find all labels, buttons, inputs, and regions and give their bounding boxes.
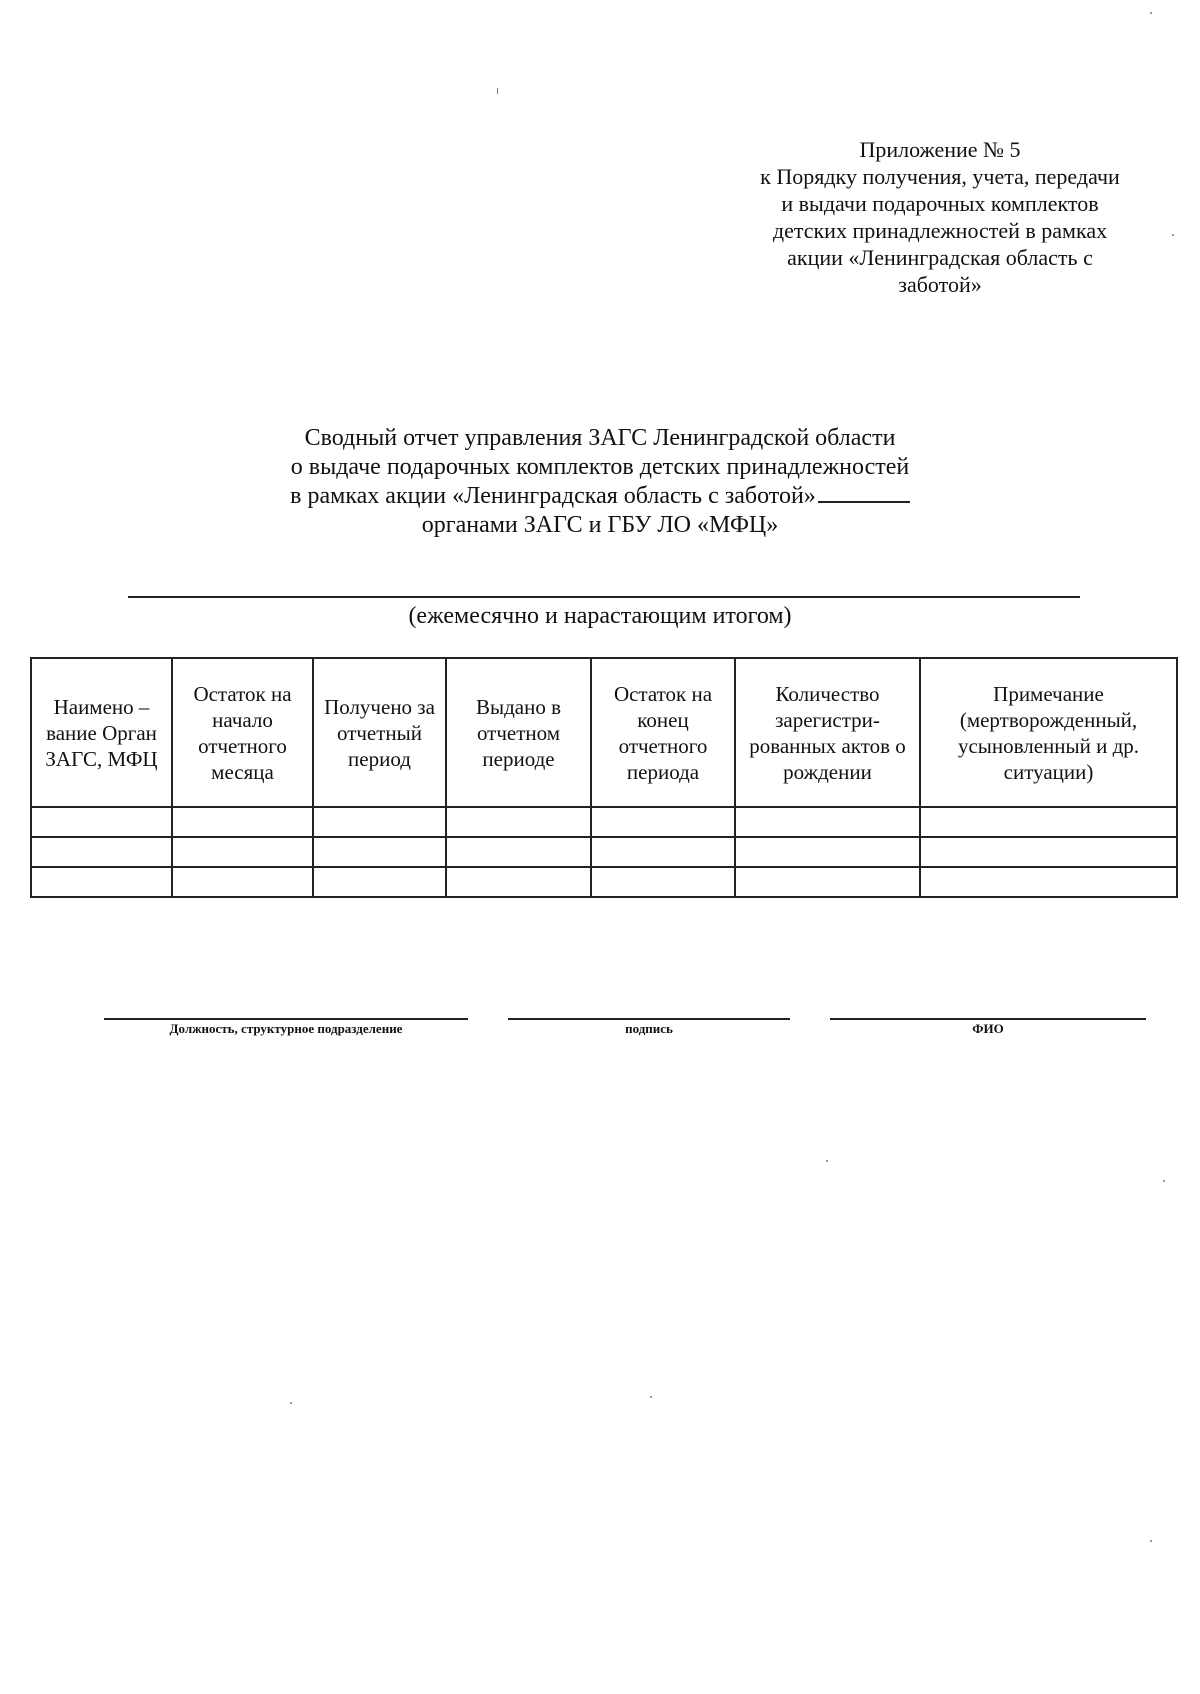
table-row [31, 837, 1177, 867]
table-cell[interactable] [172, 867, 313, 897]
table-cell[interactable] [920, 807, 1177, 837]
scan-speck [1150, 12, 1152, 14]
column-header-received: Получено за отчетный период [313, 658, 446, 807]
table-cell[interactable] [446, 837, 591, 867]
name-label: ФИО [972, 1021, 1004, 1036]
position-signature-field [104, 1018, 468, 1037]
signature-field [508, 1018, 790, 1037]
title-line: органами ЗАГС и ГБУ ЛО «МФЦ» [421, 512, 779, 538]
table-cell[interactable] [920, 867, 1177, 897]
table-row [31, 867, 1177, 897]
scan-speck [826, 1160, 828, 1162]
table-cell[interactable] [31, 867, 172, 897]
table-cell[interactable] [591, 867, 735, 897]
signature-label: подпись [625, 1021, 673, 1036]
scan-speck [1172, 234, 1174, 236]
period-blank-line[interactable] [128, 596, 1080, 598]
table-header-row [31, 658, 1177, 807]
appendix-line: и выдачи подарочных комплектов [781, 191, 1099, 216]
scan-speck [1163, 1180, 1165, 1182]
appendix-line: детских принадлежностей в рамках [772, 218, 1108, 243]
table-cell[interactable] [31, 807, 172, 837]
appendix-line: акции «Ленинградская область с [787, 245, 1093, 270]
table-cell[interactable] [735, 807, 920, 837]
scan-speck [650, 1396, 652, 1398]
table-cell[interactable] [446, 867, 591, 897]
appendix-header [720, 136, 1160, 298]
table-cell[interactable] [313, 867, 446, 897]
column-header-issued: Выдано в отчетном периоде [446, 658, 591, 807]
report-title [200, 424, 1000, 540]
scan-speck [290, 1402, 292, 1404]
title-line: Сводный отчет управления ЗАГС Ленинградской области [304, 425, 896, 451]
table-cell[interactable] [591, 807, 735, 837]
table-cell[interactable] [591, 837, 735, 867]
position-label: Должность, структурное подразделение [169, 1021, 403, 1036]
table-cell[interactable] [735, 837, 920, 867]
table-cell[interactable] [172, 837, 313, 867]
appendix-line: к Порядку получения, учета, передачи [760, 164, 1120, 189]
column-header-notes: Примечание (мертворожденный, усыновленный и др. ситуации) [920, 658, 1177, 807]
appendix-line: Приложение № 5 [859, 137, 1021, 162]
name-signature-field [830, 1018, 1146, 1037]
period-note: (ежемесячно и нарастающим итогом) [408, 603, 792, 629]
table-cell[interactable] [446, 807, 591, 837]
scan-speck [497, 88, 498, 94]
title-line-with-blank [200, 482, 1000, 511]
table-cell[interactable] [735, 867, 920, 897]
table-cell[interactable] [31, 837, 172, 867]
title-blank-field[interactable] [818, 483, 910, 503]
column-header-birth-records: Количество зарегистри-рованных актов о рождении [735, 658, 920, 807]
table-cell[interactable] [313, 807, 446, 837]
title-line: о выдаче подарочных комплектов детских принадлежностей [290, 454, 910, 480]
table-cell[interactable] [313, 837, 446, 867]
title-line: в рамках акции «Ленинградская область с заботой» [290, 483, 816, 509]
column-header-name: Наимено – вание Орган ЗАГС, МФЦ [31, 658, 172, 807]
position-line[interactable] [104, 1018, 468, 1020]
name-line[interactable] [830, 1018, 1146, 1020]
report-table [30, 657, 1178, 898]
column-header-closing-balance: Остаток на конец отчетного периода [591, 658, 735, 807]
table-cell[interactable] [172, 807, 313, 837]
scan-speck [1150, 1540, 1152, 1542]
table-cell[interactable] [920, 837, 1177, 867]
appendix-line: заботой» [898, 272, 982, 297]
signature-line[interactable] [508, 1018, 790, 1020]
column-header-opening-balance: Остаток на начало отчетного месяца [172, 658, 313, 807]
table-row [31, 807, 1177, 837]
